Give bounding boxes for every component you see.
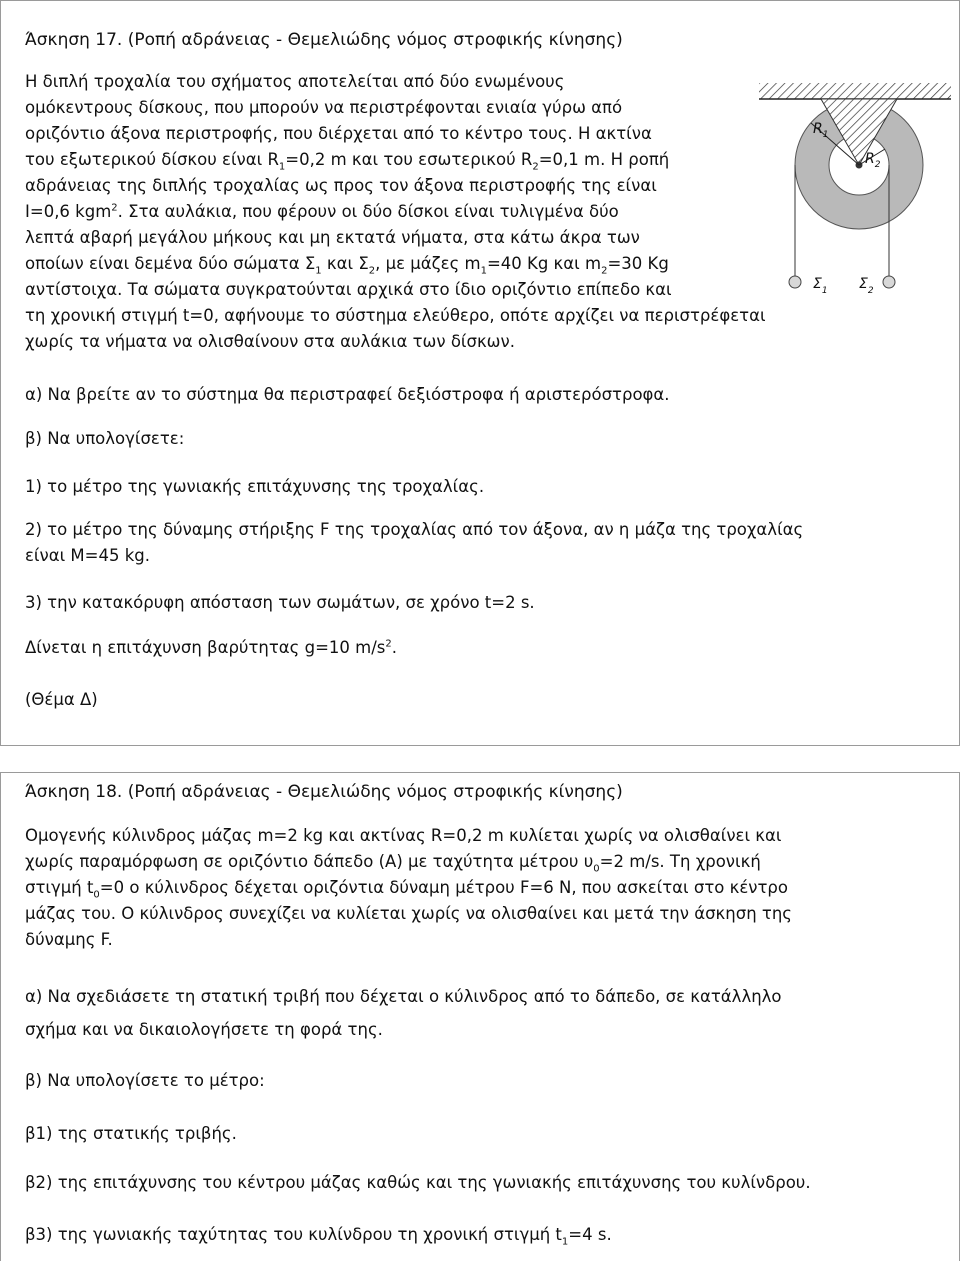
ex17-line-7: λεπτά αβαρή μεγάλου μήκους και μη εκτατά νήματα, στα κάτω άκρα των (25, 228, 640, 247)
ex18-question-a-line-2: σχήμα και να δικαιολογήσετε τη φορά της. (25, 1020, 383, 1039)
subscript: 2 (368, 265, 376, 277)
label-s1: $\Sigma_1$ (813, 276, 828, 296)
ex17-line-9: αντίστοιχα. Τα σώματα συγκρατούνται αρχικά στο ίδιο οριζόντιο επίπεδο και (25, 280, 672, 299)
ex18-line-3 (25, 877, 788, 899)
text-span: στιγμή t (25, 878, 94, 897)
ex17-line-11: χωρίς τα νήματα να ολισθαίνουν στα αυλάκια των δίσκων. (25, 332, 515, 351)
text-span: του εξωτερικού δίσκου είναι R (25, 150, 279, 169)
ex17-line-5: αδράνειας της διπλής τροχαλίας ως προς τον άξονα περιστροφής της είναι (25, 176, 657, 195)
ex17-line-2: ομόκεντρους δίσκους, που μπορούν να περιστρέφονται ενιαία γύρω από (25, 98, 623, 117)
ex18-question-b2: β2) της επιτάχυνσης του κέντρου μάζας καθώς και της γωνιακής επιτάχυνσης του κυλίνδρου. (25, 1173, 811, 1192)
label-r2: $R_2$ (865, 151, 881, 170)
label-r1: $R_1$ (813, 121, 829, 140)
subscript: 2 (601, 265, 608, 277)
ceiling-hatch (759, 83, 951, 99)
text-span: Δίνεται η επιτάχυνση βαρύτητας g=10 m/s (25, 638, 386, 657)
ex18-question-b: β) Να υπολογίσετε το μέτρο: (25, 1071, 265, 1090)
text-span: και Σ (321, 254, 369, 273)
question-b1: 1) το μέτρο της γωνιακής επιτάχυνσης της τροχαλίας. (25, 477, 485, 496)
subscript: 1 (315, 265, 322, 277)
label-s2: $\Sigma_2$ (859, 276, 874, 296)
ex18-line-2 (25, 851, 761, 873)
ex17-line-1: Η διπλή τροχαλία του σχήματος αποτελείται από δύο ενωμένους (25, 72, 565, 91)
ex17-line-10: τη χρονική στιγμή t=0, αφήνουμε το σύστημα ελεύθερο, οπότε αρχίζει να περιστρέφεται (25, 306, 766, 325)
text-span: =0 ο κύλινδρος δέχεται οριζόντια δύναμη μέτρου F=6 N, που ασκείται στο κέντρο (99, 878, 788, 897)
text-span: β3) της γωνιακής ταχύτητας του κυλίνδρου τη χρονική στιγμή t (25, 1225, 562, 1244)
text-span: . (391, 638, 397, 657)
ex18-line-5: δύναμης F. (25, 930, 113, 949)
text-span: . Στα αυλάκια, που φέρουν οι δύο δίσκοι είναι τυλιγμένα δύο (117, 202, 619, 221)
subscript: 2 (532, 161, 539, 173)
text-span: =2 m/s. Τη χρονική (599, 852, 761, 871)
subscript: 0 (593, 863, 600, 875)
ex17-line-6 (25, 201, 619, 223)
ex17-line-8 (25, 253, 669, 275)
subscript: 1 (480, 265, 487, 277)
text-span: =4 s. (568, 1225, 612, 1244)
text-span: =0,1 m. Η ροπή (538, 150, 670, 169)
text-span: I=0,6 kgm (25, 202, 112, 221)
body-s2 (883, 276, 895, 288)
ex18-question-a-line-1: α) Να σχεδιάσετε τη στατική τριβή που δέχεται ο κύλινδρος από το δάπεδο, σε κατάλληλο (25, 987, 782, 1006)
subscript: 1 (561, 1236, 569, 1248)
question-b: β) Να υπολογίσετε: (25, 429, 185, 448)
ex18-question-b3 (25, 1224, 612, 1246)
text-span: , με μάζες m (375, 254, 481, 273)
ex18-question-b1: β1) της στατικής τριβής. (25, 1124, 237, 1143)
text-span: =30 Kg (607, 254, 669, 273)
ex17-line-4 (25, 149, 669, 171)
ex17-line-3: οριζόντιο άξονα περιστροφής, που διέρχεται από το κέντρο τους. Η ακτίνα (25, 124, 652, 143)
question-b3: 3) την κατακόρυφη απόσταση των σωμάτων, σε χρόνο t=2 s. (25, 593, 535, 612)
text-span: =40 Kg και m (486, 254, 602, 273)
subscript: 0 (93, 889, 100, 901)
topic-label: (Θέμα Δ) (25, 690, 98, 709)
ex18-line-1: Ομογενής κύλινδρος μάζας m=2 kg και ακτίνας R=0,2 m κυλίεται χωρίς να ολισθαίνει και (25, 826, 782, 845)
exercise-18-title: Άσκηση 18. (Ροπή αδράνειας - Θεμελιώδης νόμος στροφικής κίνησης) (25, 782, 623, 802)
question-a: α) Να βρείτε αν το σύστημα θα περιστραφεί δεξιόστροφα ή αριστερόστροφα. (25, 385, 670, 404)
question-b2-line-2: είναι M=45 kg. (25, 546, 150, 565)
text-span: οποίων είναι δεμένα δύο σώματα Σ (25, 254, 316, 273)
double-pulley-figure (759, 83, 959, 313)
exercise-17-title: Άσκηση 17. (Ροπή αδράνειας - Θεμελιώδης νόμος στροφικής κίνησης) (25, 30, 623, 50)
exercise-18-box (0, 772, 960, 1261)
given-gravity (25, 637, 397, 659)
subscript: 1 (278, 161, 286, 173)
text-span: χωρίς παραμόρφωση σε οριζόντιο δάπεδο (Α) με ταχύτητα μέτρου υ (25, 852, 594, 871)
superscript: 2 (385, 638, 392, 650)
superscript: 2 (111, 202, 118, 214)
ex18-line-4: μάζας του. Ο κύλινδρος συνεχίζει να κυλίεται χωρίς να ολισθαίνει και μετά την άσκηση της (25, 904, 792, 923)
text-span: =0,2 m και του εσωτερικού R (285, 150, 533, 169)
question-b2-line-1: 2) το μέτρο της δύναμης στήριξης F της τροχαλίας από τον άξονα, αν η μάζα της τροχαλίας (25, 520, 804, 539)
body-s1 (789, 276, 801, 288)
